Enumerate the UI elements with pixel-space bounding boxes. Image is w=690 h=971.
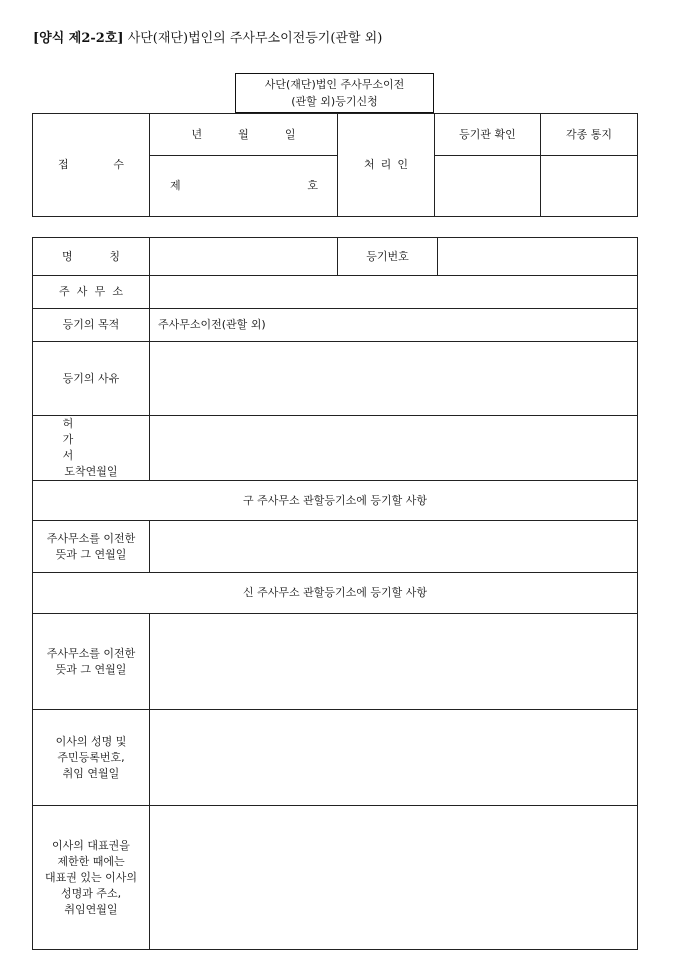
main-office-label: 주 사 무 소	[33, 276, 150, 309]
new-office-section-heading: 신 주사무소 관할등기소에 등기할 사항	[33, 573, 638, 614]
old-relocation-field[interactable]	[150, 521, 638, 573]
notifications-label: 각종 통지	[541, 114, 638, 156]
application-form-table	[32, 237, 638, 950]
main-office-field[interactable]	[150, 276, 638, 309]
registration-number-field[interactable]	[438, 238, 638, 276]
form-number: [양식 제2-2호]	[33, 31, 124, 46]
cause-field[interactable]	[150, 342, 638, 416]
purpose-field[interactable]: 주사무소이전(관할 외)	[150, 309, 638, 342]
permit-arrival-label: 허 가 서 도착연월일	[33, 416, 150, 481]
new-relocation-label: 주사무소를 이전한 뜻과 그 연월일	[33, 614, 150, 710]
old-relocation-label: 주사무소를 이전한 뜻과 그 연월일	[33, 521, 150, 573]
processing-seal[interactable]: 처 리 인	[338, 114, 435, 217]
representative-limit-field[interactable]	[150, 806, 638, 950]
registration-number-label: 등기번호	[338, 238, 438, 276]
notifications-field[interactable]	[541, 156, 638, 217]
form-header	[33, 27, 382, 46]
purpose-label: 등기의 목적	[33, 309, 150, 342]
director-info-field[interactable]	[150, 710, 638, 806]
director-info-label: 이사의 성명 및 주민등록번호, 취임 연월일	[33, 710, 150, 806]
name-label: 명 칭	[33, 238, 150, 276]
permit-arrival-field[interactable]	[150, 416, 638, 481]
application-title-line1: 사단(재단)법인 주사무소이전	[264, 78, 405, 91]
representative-limit-label: 이사의 대표권을 제한한 때에는 대표권 있는 이사의 성명과 주소, 취임연월일	[33, 806, 150, 950]
name-field[interactable]	[150, 238, 338, 276]
registry-confirm-label: 등기관 확인	[435, 114, 541, 156]
receipt-date[interactable]: 년 월 일	[150, 114, 338, 156]
old-office-section-heading: 구 주사무소 관할등기소에 등기할 사항	[33, 481, 638, 521]
cause-label: 등기의 사유	[33, 342, 150, 416]
form-heading: 사단(재단)법인의 주사무소이전등기(관할 외)	[127, 31, 383, 46]
new-relocation-field[interactable]	[150, 614, 638, 710]
receipt-table	[32, 113, 638, 217]
application-title	[235, 73, 434, 113]
receipt-number[interactable]: 제 호	[150, 156, 338, 217]
receipt-label: 접 수	[33, 114, 150, 217]
application-title-line2: (관할 외)등기신청	[291, 95, 378, 108]
registry-confirm-field[interactable]	[435, 156, 541, 217]
